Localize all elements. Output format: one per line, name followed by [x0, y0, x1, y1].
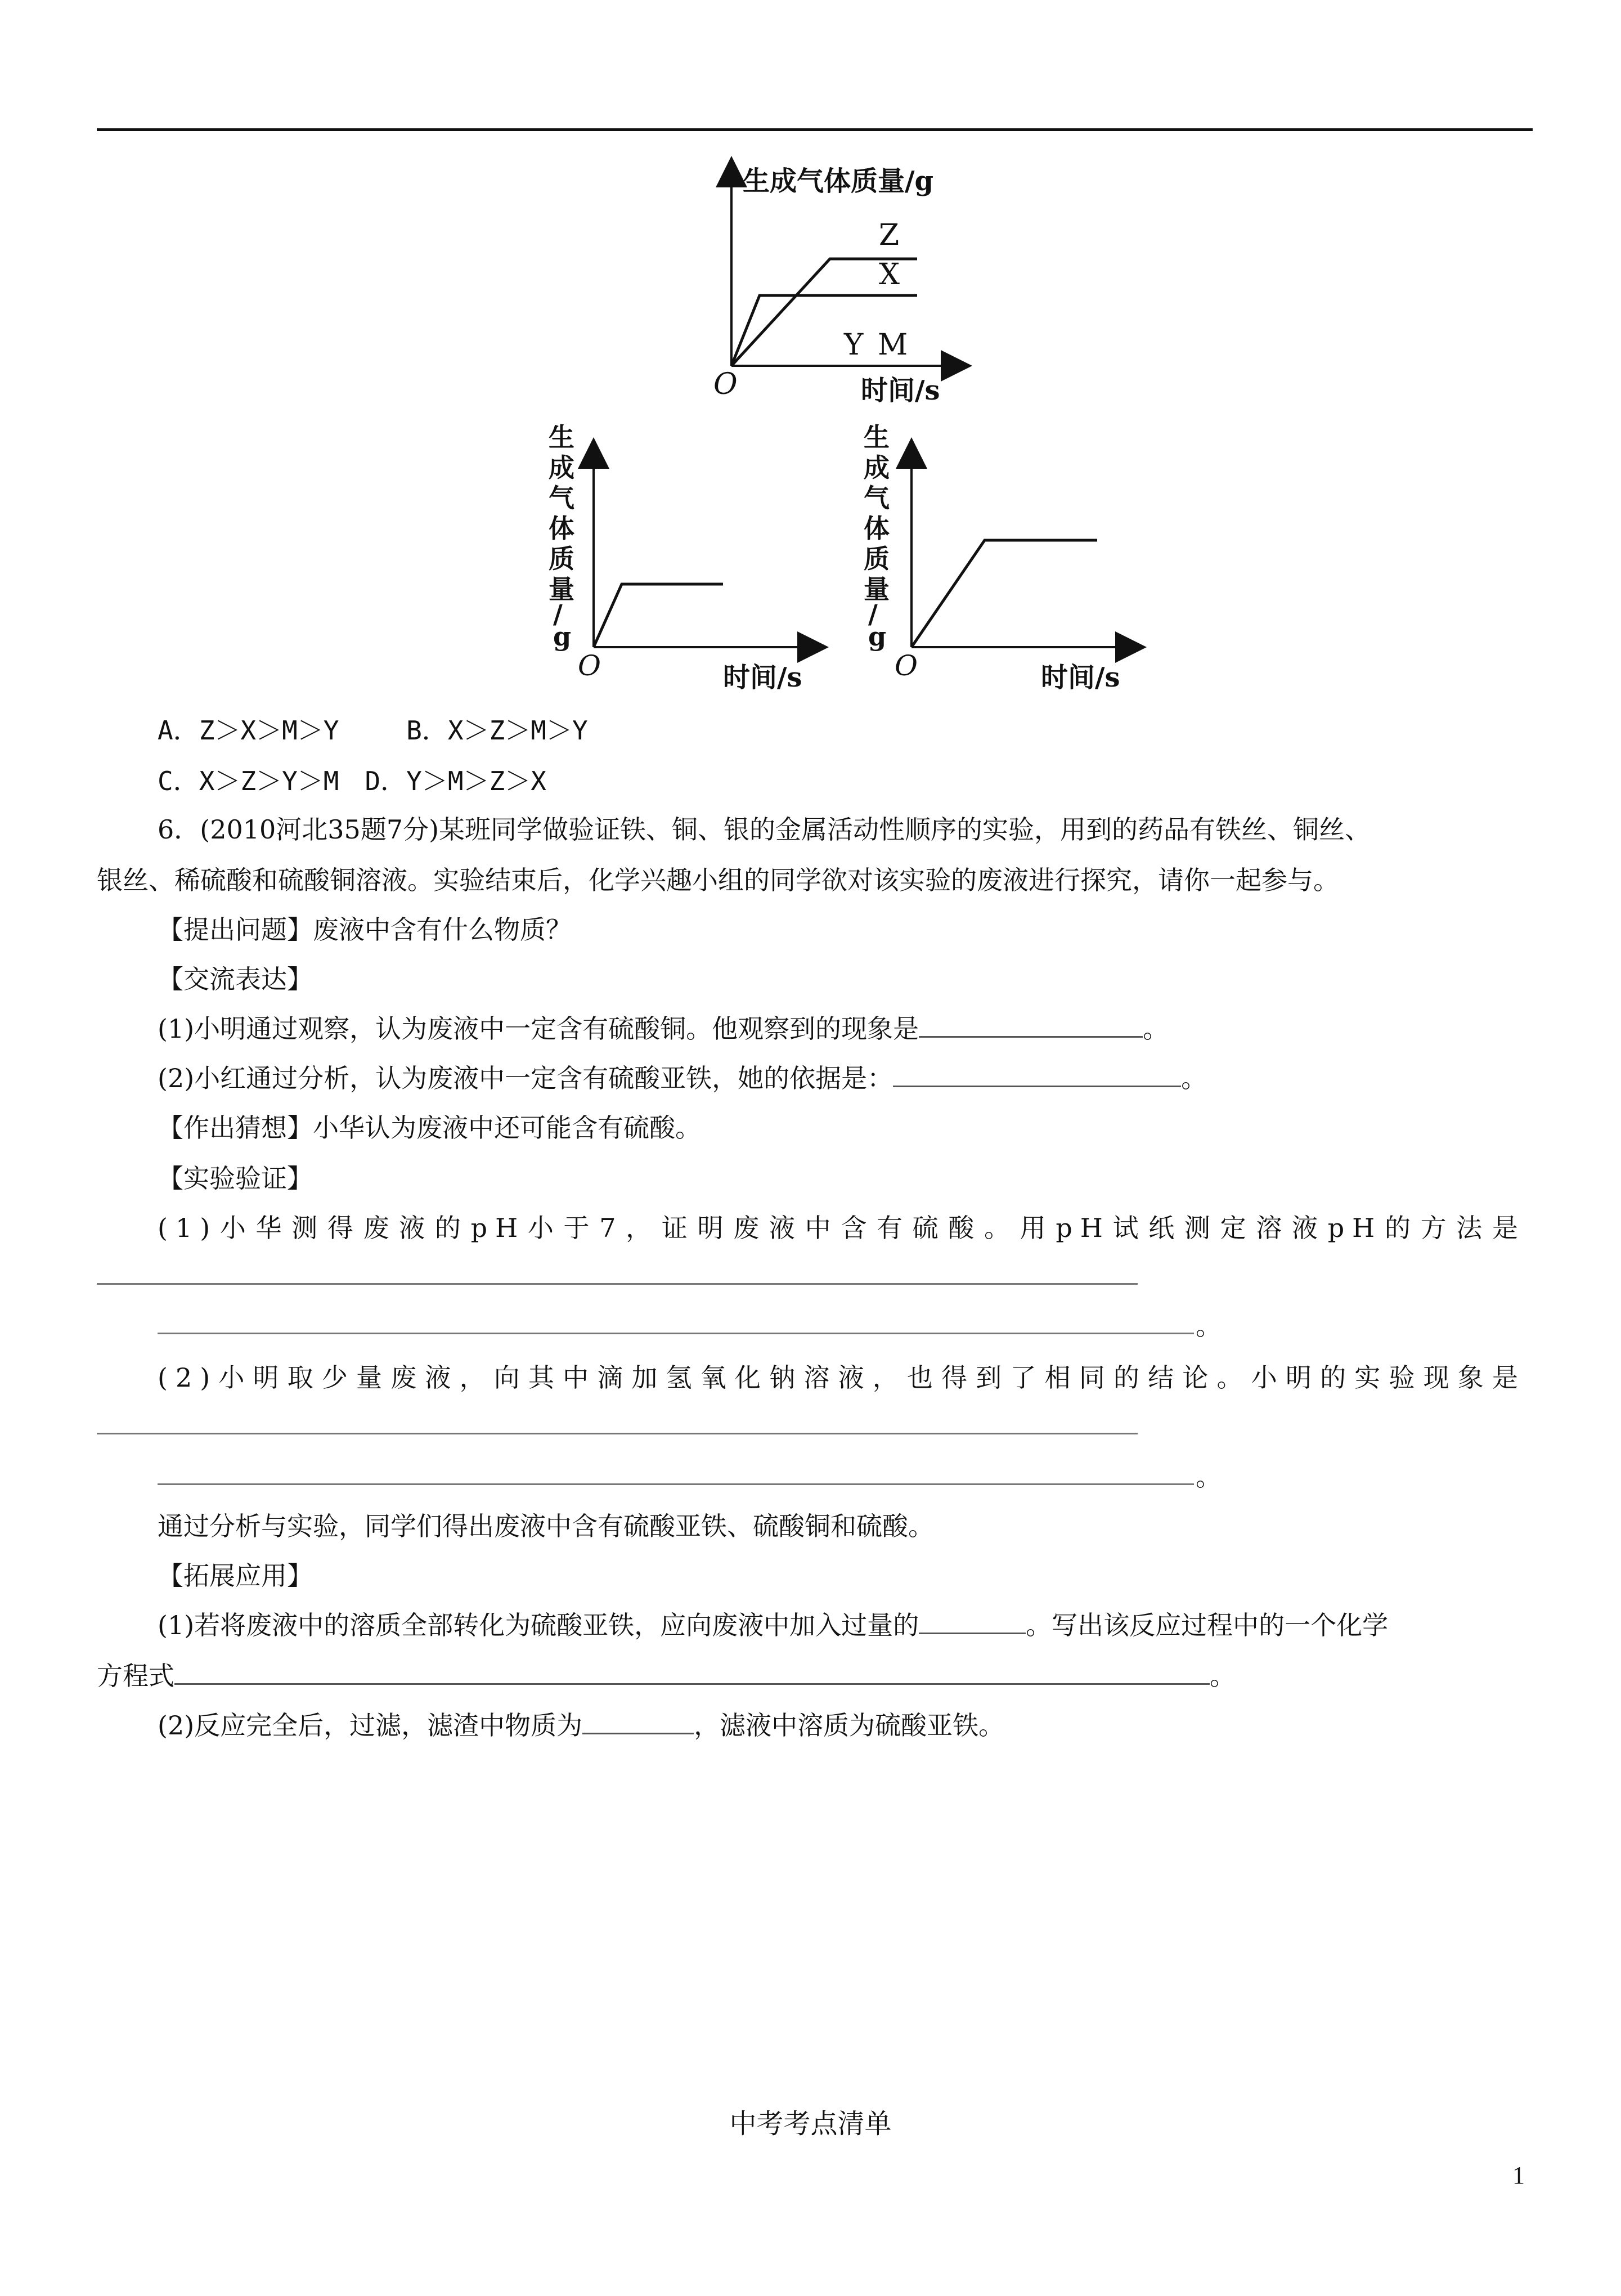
q6-e1-equation-blank[interactable] [174, 1657, 1210, 1685]
q6-ex2-blank[interactable] [893, 1060, 1181, 1087]
q6-ex2 [158, 1058, 1207, 1095]
q6-ex2-text: (2)小红通过分析，认为废液中一定含有硫酸亚铁，她的依据是： [158, 1063, 893, 1093]
q6-verify-heading: 【实验验证】 [158, 1163, 313, 1194]
q6-e2-text-b: ，滤液中溶质为硫酸亚铁。 [694, 1710, 1005, 1741]
bottom-left-ylabel-6: / [553, 599, 563, 629]
bottom-left-xlabel: 时间/s [723, 662, 802, 693]
bottom-right-ylabel-0: 生 [864, 422, 890, 452]
top-chart-label-z: Z [879, 218, 900, 252]
q6-v1: (1)小华测得废液的pH小于7，证明废液中含有硫酸。用pH试纸测定溶液pH的方法是 [158, 1213, 1526, 1243]
bottom-right-ylabel-6: / [868, 599, 878, 629]
q6-ex1-text: (1)小明通过观察，认为废液中一定含有硫酸铜。他观察到的现象是 [158, 1014, 919, 1044]
bottom-right-ylabel-5: 量 [864, 574, 890, 604]
bottom-right-ylabel-3: 体 [864, 513, 890, 544]
q6-ex1-period: 。 [1143, 1014, 1169, 1044]
top-chart-ylabel: 生成气体质量/g [743, 165, 934, 197]
q6-e1 [158, 1605, 1388, 1642]
bottom-right-ylabel-2: 气 [864, 483, 890, 513]
q6-extend-heading: 【拓展应用】 [158, 1560, 313, 1591]
q6-guess-heading: 【作出猜想】小华认为废液中还可能含有硫酸。 [158, 1113, 701, 1143]
bottom-right-curve [911, 540, 1097, 647]
q6-line2: 银丝、稀硫酸和硫酸铜溶液。实验结束后，化学兴趣小组的同学欲对该实验的废液进行探究，请你一起参与。 [97, 865, 1339, 895]
bottom-left-curve [594, 584, 723, 647]
q6-v2-period: 。 [1196, 1461, 1222, 1492]
q6-v2-blank-1[interactable] [97, 1433, 1138, 1434]
bottom-left-ylabel-0: 生 [549, 422, 574, 452]
q6-e1-period: 。 [1210, 1661, 1236, 1691]
q6-e1-text-b: 。写出该反应过程中的一个化学 [1026, 1610, 1389, 1640]
top-chart-xlabel: 时间/s [861, 375, 940, 406]
bottom-left-ylabel-7: g [553, 621, 572, 652]
q6-exchange-heading: 【交流表达】 [158, 964, 313, 994]
q6-line1: 6．(2010河北35题7分)某班同学做验证铁、铜、银的金属活动性顺序的实验，用到的药品有铁丝、铜丝、 [158, 814, 1371, 845]
page-number: 1 [1512, 2162, 1525, 2189]
bottom-right-chart [852, 419, 1145, 701]
bottom-left-ylabel-1: 成 [549, 452, 574, 483]
q6-e2-text-a: (2)反应完全后，过滤，滤渣中物质为 [158, 1710, 583, 1741]
q6-ask-heading: 【提出问题】废液中含有什么物质？ [158, 914, 572, 945]
options-ab: A．Z＞X＞M＞Y B．X＞Z＞M＞Y [158, 715, 588, 746]
bottom-right-ylabel-1: 成 [864, 452, 890, 483]
q6-e1-equation [97, 1656, 1236, 1693]
bottom-right-ylabel-4: 质 [864, 544, 890, 574]
q6-v1-blank-1[interactable] [97, 1283, 1138, 1285]
footer-text: 中考考点清单 [729, 2108, 892, 2140]
q6-e2-blank[interactable] [582, 1707, 694, 1734]
q6-e1-text-a: (1)若将废液中的溶质全部转化为硫酸亚铁，应向废液中加入过量的 [158, 1610, 919, 1640]
header-rule [97, 128, 1533, 131]
bottom-right-ylabel-7: g [868, 621, 887, 652]
top-chart [698, 158, 990, 422]
bottom-left-ylabel-5: 量 [549, 574, 574, 604]
q6-ex1-blank[interactable] [919, 1010, 1143, 1038]
q6-ex2-period: 。 [1181, 1063, 1207, 1093]
bottom-left-origin: O [578, 649, 601, 682]
top-chart-label-y: Y [844, 328, 864, 362]
q6-e1-blank[interactable] [919, 1607, 1026, 1634]
q6-ex1 [158, 1008, 1169, 1046]
q6-v1-period: 。 [1196, 1311, 1222, 1341]
q6-v1-blank-2[interactable] [158, 1333, 1194, 1334]
bottom-left-chart [537, 419, 830, 701]
options-cd: C．X＞Z＞Y＞M D．Y＞M＞Z＞X [158, 766, 546, 796]
q6-e1-text-c: 方程式 [97, 1661, 174, 1691]
q6-conclusion: 通过分析与实验，同学们得出废液中含有硫酸亚铁、硫酸铜和硫酸。 [158, 1511, 934, 1541]
bottom-left-ylabel-4: 质 [549, 544, 574, 574]
bottom-left-ylabel-3: 体 [549, 513, 574, 544]
top-chart-label-m: M [878, 328, 908, 362]
top-chart-origin: O [713, 367, 738, 401]
q6-v2-blank-2[interactable] [158, 1483, 1194, 1485]
bottom-left-ylabel-2: 气 [549, 483, 574, 513]
bottom-right-xlabel: 时间/s [1041, 662, 1120, 693]
bottom-right-origin: O [895, 649, 918, 682]
top-chart-label-x: X [879, 258, 900, 292]
q6-v2: (2)小明取少量废液，向其中滴加氢氧化钠溶液，也得到了相同的结论。小明的实验现象是 [158, 1362, 1526, 1393]
q6-e2 [158, 1705, 1004, 1742]
